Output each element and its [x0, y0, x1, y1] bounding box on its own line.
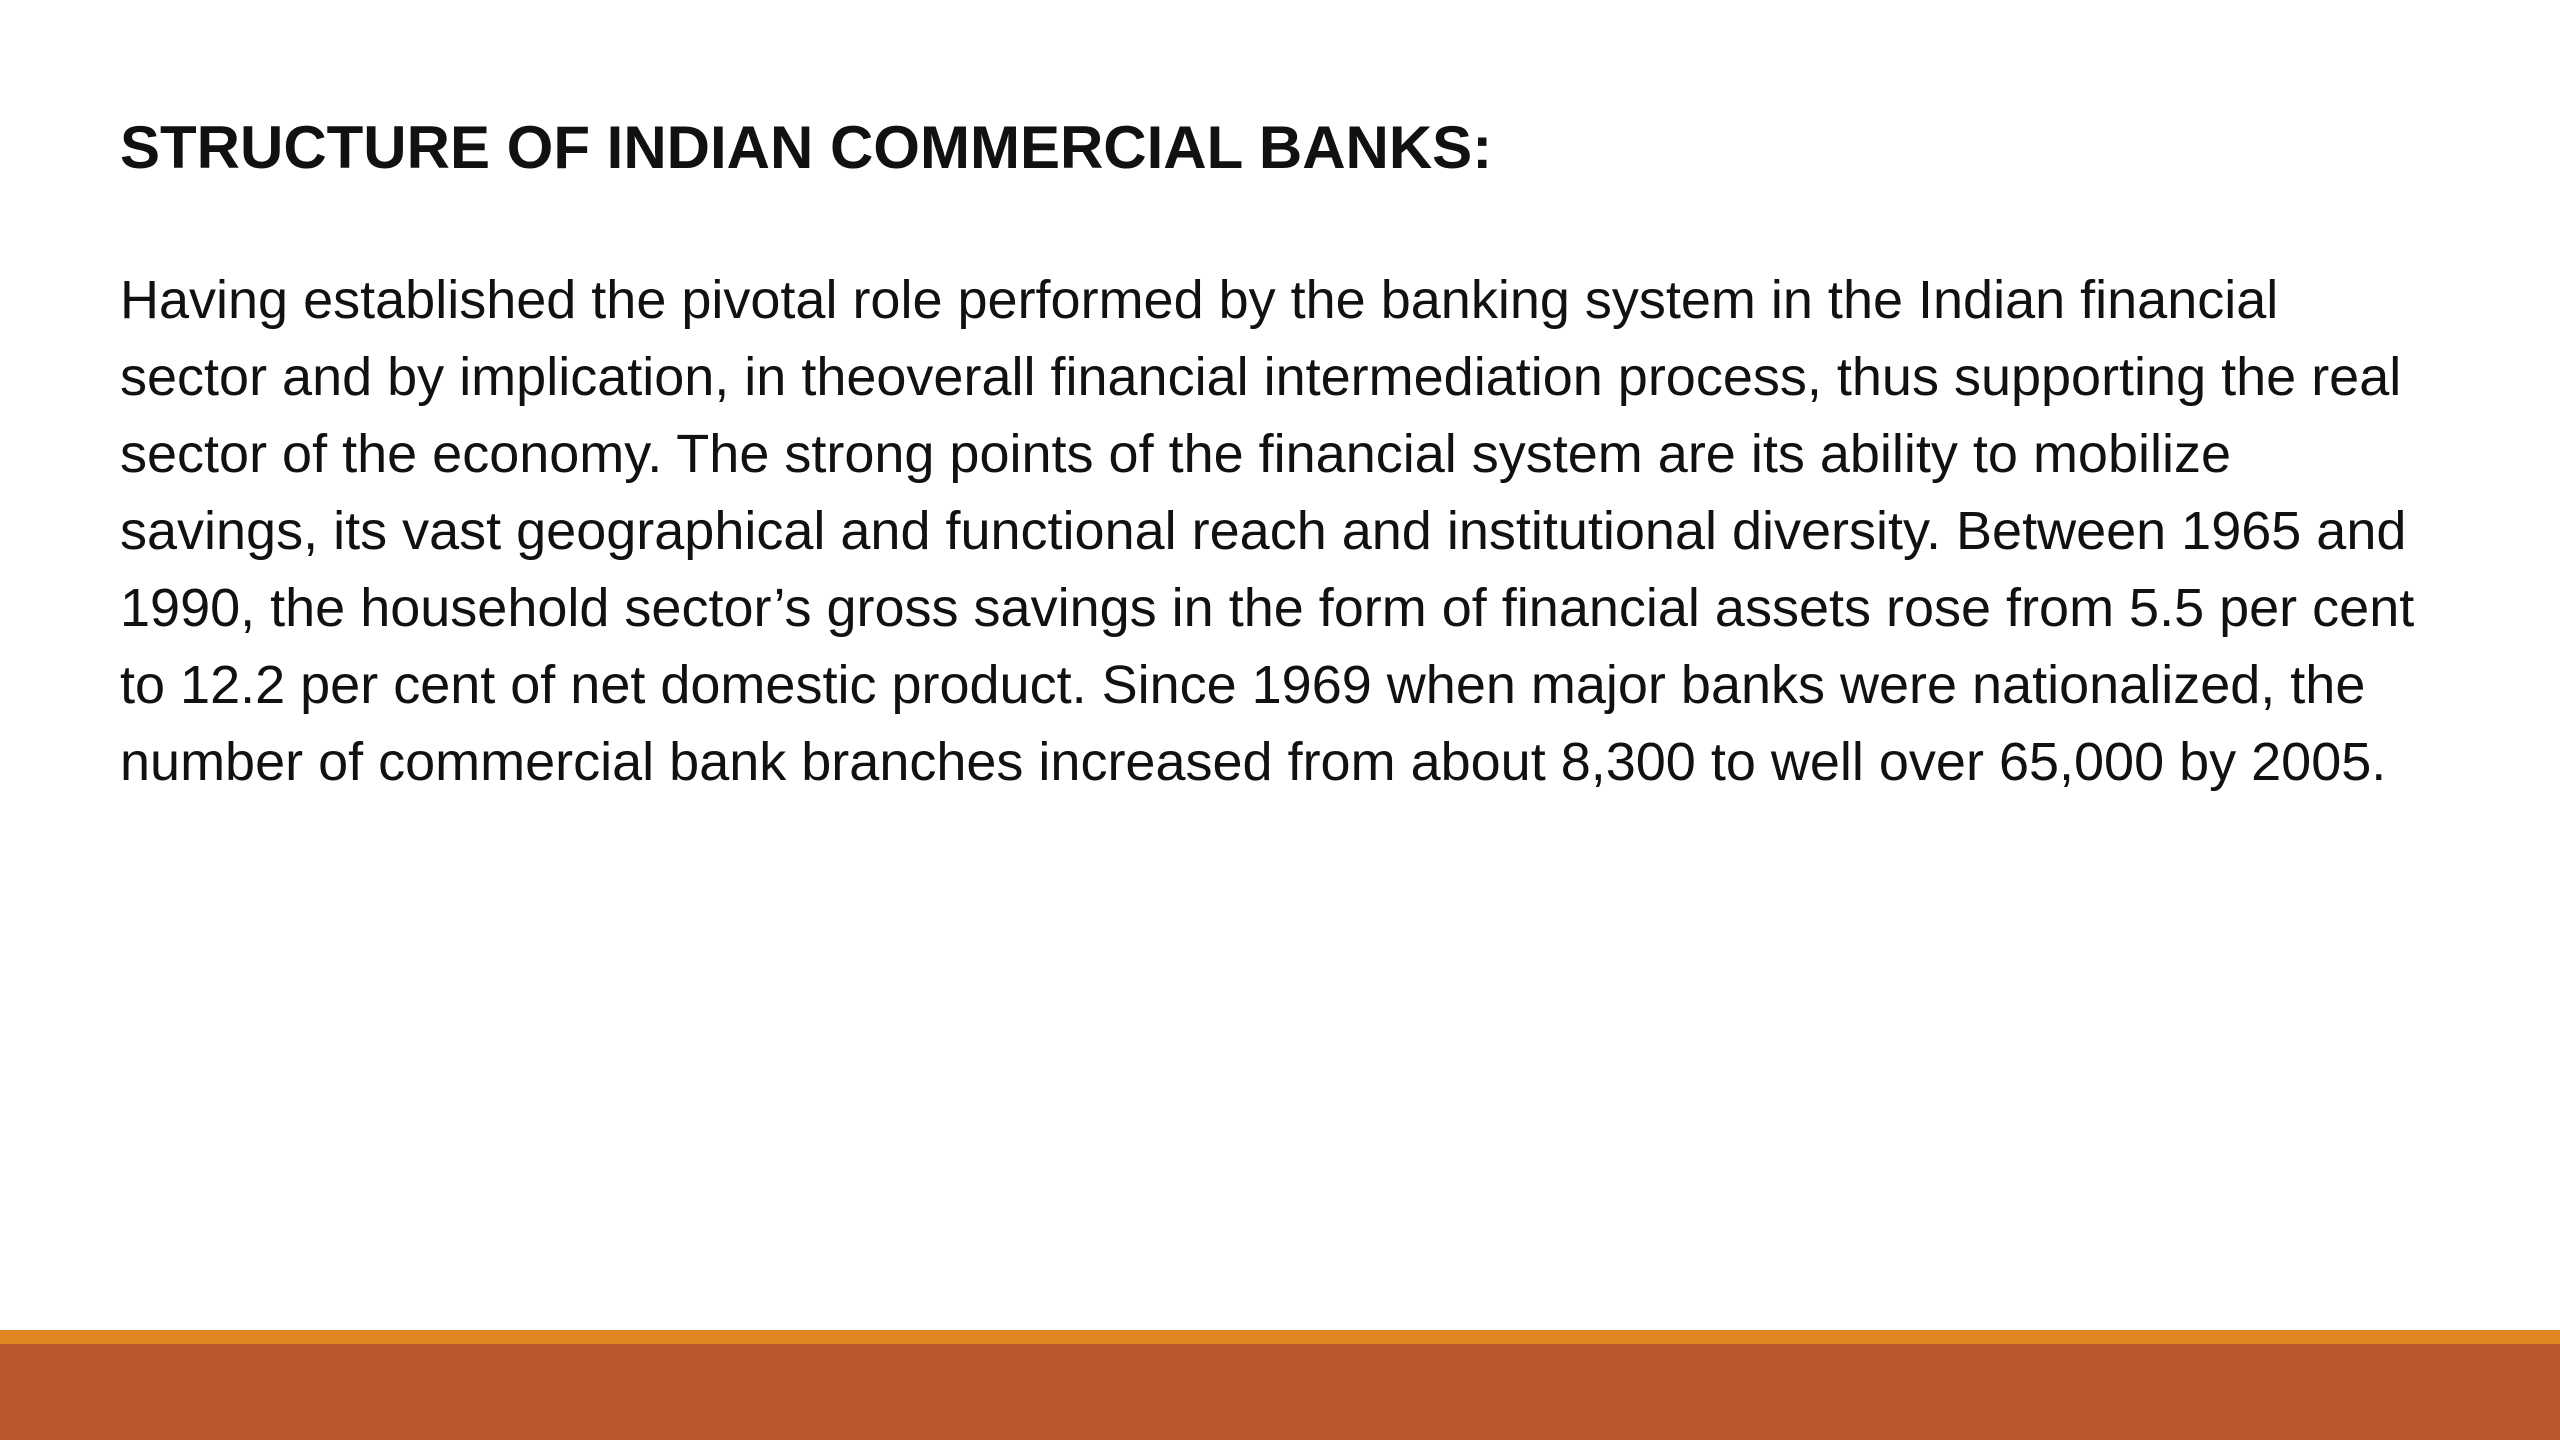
footer-band — [0, 1344, 2560, 1440]
slide-title: STRUCTURE OF INDIAN COMMERCIAL BANKS: — [120, 114, 1493, 181]
slide-content — [120, 100, 2420, 801]
footer-accent-stripe — [0, 1330, 2560, 1344]
slide-body-paragraph: Having established the pivotal role performed by the banking system in the Indian financial sector and by implication, in theoverall financial intermediation process, thus supporting the real sector of the economy. The strong points of the financial system are its ability to mobilize savings, its vast geographical and functional reach and institutional diversity. Between 1965 and 1990, the household sector’s gross savings in the form of financial assets rose from 5.5 per cent to 12.2 per cent of net domestic product. Since 1969 when major banks were nationalized, the number of commercial bank branches increased from about 8,300 to well over 65,000 by 2005. — [120, 270, 2415, 792]
footer-bar — [0, 1330, 2560, 1440]
